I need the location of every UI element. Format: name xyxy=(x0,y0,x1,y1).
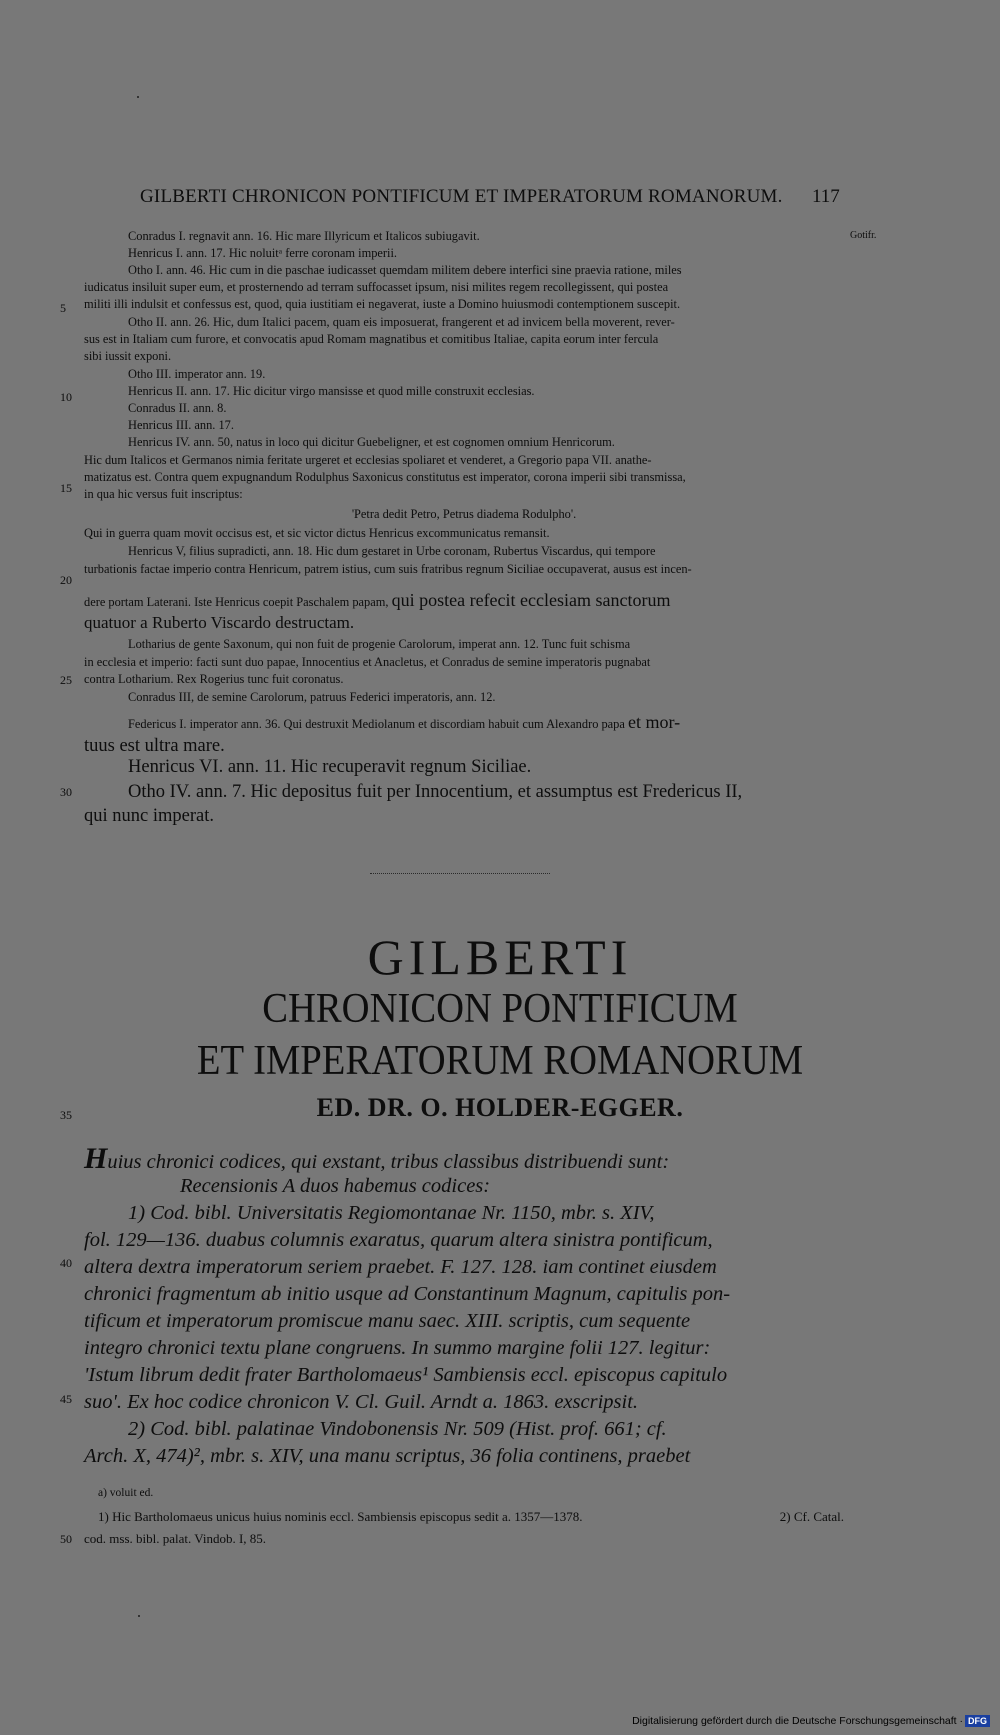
chronicle-line: iudicatus insiluit super eum, et prosternendo ad terram suffocasset ipsum, nisi milites regem recollegissent, qui postea xyxy=(84,280,669,294)
line-number: 35 xyxy=(60,1108,72,1122)
intro-line: integro chronici textu plane congruens. In summo margine folii 127. legitur: xyxy=(84,1337,711,1359)
page-number: 117 xyxy=(812,186,840,207)
title-line-2: CHRONICON PONTIFICUM xyxy=(262,986,738,1032)
intro-line: suo'. Ex hoc codice chronicon V. Cl. Guil. Arndt a. 1863. exscripsit. xyxy=(84,1391,639,1413)
drop-cap: H xyxy=(84,1142,108,1175)
chronicle-line: turbationis factae imperio contra Henricum, patrem istius, cum suis fratribus regnum Siciliae occupaverat, ausus est incen- xyxy=(84,562,692,576)
chronicle-line: Otho IV. ann. 7. Hic depositus fuit per Innocentium, et assumptus est Fredericus II, xyxy=(128,782,743,802)
chronicle-line: tuus est ultra mare. xyxy=(84,736,225,756)
line-number: 20 xyxy=(60,573,72,587)
intro-line: altera dextra imperatorum seriem praebet. F. 127. 128. iam continet eiusdem xyxy=(84,1256,717,1278)
line-number: 10 xyxy=(60,390,72,404)
footnote-2-cont: cod. mss. bibl. palat. Vindob. I, 85. xyxy=(84,1531,267,1546)
line-number: 15 xyxy=(60,481,72,495)
chronicle-line: sibi iussit exponi. xyxy=(84,349,172,363)
chronicle-line: Henricus V, filius supradicti, ann. 18. Hic dum gestaret in Urbe coronam, Rubertus Viscardus, qui tempore xyxy=(128,544,656,558)
chronicle-line: Conradus II. ann. 8. xyxy=(128,401,227,415)
chronicle-line: Otho I. ann. 46. Hic cum in die paschae iudicasset quemdam militem debere interfici sine praevia ratione, miles xyxy=(128,263,682,277)
chronicle-line: Conradus I. regnavit ann. 16. Hic mare Illyricum et Italicos subiugavit. xyxy=(128,229,480,243)
intro-line: Recensionis A duos habemus codices: xyxy=(180,1175,491,1197)
chronicle-line: Henricus III. ann. 17. xyxy=(128,418,234,432)
title-line-3: ET IMPERATORUM ROMANORUM xyxy=(196,1038,804,1084)
intro-line: Arch. X, 474)², mbr. s. XIV, una manu scriptus, 36 folia continens, praebet xyxy=(84,1445,691,1467)
chronicle-line: Henricus II. ann. 17. Hic dicitur virgo mansisse et quod mille construxit ecclesias. xyxy=(128,384,535,398)
chronicle-line: Federicus I. imperator ann. 36. Qui destruxit Mediolanum et discordiam habuit cum Alexandro papa et mor- xyxy=(128,712,681,732)
line-number: 45 xyxy=(60,1392,72,1406)
editor-line: ED. DR. O. HOLDER-EGGER. xyxy=(316,1093,684,1122)
intro-line: fol. 129—136. duabus columnis exaratus, quarum altera sinistra pontificum, xyxy=(84,1229,713,1251)
chronicle-line: Otho II. ann. 26. Hic, dum Italici pacem, quam eis imposuerat, frangerent et ad invicem bella moverent, rever- xyxy=(128,315,675,329)
intro-line: 'Istum librum dedit frater Bartholomaeus¹ Sambiensis eccl. episcopus capitulo xyxy=(84,1364,728,1386)
chronicle-line: Hic dum Italicos et Germanos nimia feritate urgeret et ecclesias spoliaret et venderet, a Gregorio papa VII. anathe- xyxy=(84,453,652,467)
intro-line: chronici fragmentum ab initio usque ad Constantinum Magnum, capitulis pon- xyxy=(84,1283,731,1305)
line-number: 5 xyxy=(60,301,66,315)
inscription-verse: 'Petra dedit Petro, Petrus diadema Rodulpho'. xyxy=(351,507,577,521)
chronicle-line: Henricus VI. ann. 11. Hic recuperavit regnum Siciliae. xyxy=(128,757,532,777)
chronicle-line: sus est in Italiam cum furore, et convocatis apud Romam magnatibus et comitibus Italiae, capita eorum inter fercula xyxy=(84,332,659,346)
marginal-note: Gotifr. xyxy=(850,230,877,241)
title-line-1: GILBERTI xyxy=(367,929,633,985)
intro-line: Huius chronici codices, qui exstant, tribus classibus distribuendi sunt: xyxy=(84,1142,670,1175)
chronicle-line: matizatus est. Contra quem expugnandum Rodulphus Saxonicus constitutus est imperator, corona imperii sibi transmissa, xyxy=(84,470,686,484)
intro-line: tificum et imperatorum promiscue manu saec. XIII. scriptis, cum sequente xyxy=(84,1310,691,1332)
speck xyxy=(137,96,139,98)
chronicle-line: in ecclesia et imperio: facti sunt duo papae, Innocentius et Anacletus, et Conradus de semine imperatoris pugnabat xyxy=(84,655,651,669)
line-number: 25 xyxy=(60,673,72,687)
intro-line: 2) Cod. bibl. palatinae Vindobonensis Nr. 509 (Hist. prof. 661; cf. xyxy=(128,1418,667,1440)
dfg-logo: DFG xyxy=(965,1715,990,1727)
line-number: 30 xyxy=(60,785,72,799)
line-number: 50 xyxy=(60,1532,72,1546)
chronicle-line: Otho III. imperator ann. 19. xyxy=(128,367,266,381)
section-separator xyxy=(370,873,550,876)
chronicle-line: contra Lotharium. Rex Rogerius tunc fuit coronatus. xyxy=(84,672,344,686)
dfg-credit: Digitalisierung gefördert durch die Deutsche Forschungsgemeinschaft · DFG xyxy=(632,1715,990,1727)
chronicle-line: dere portam Laterani. Iste Henricus coepit Paschalem papam, qui postea refecit ecclesiam sanctorum xyxy=(84,590,671,610)
chronicle-line: qui nunc imperat. xyxy=(84,806,214,826)
chronicle-line: Conradus III, de semine Carolorum, patruus Federici imperatoris, ann. 12. xyxy=(128,690,496,704)
chronicle-line: quatuor a Ruberto Viscardo destructam. xyxy=(84,613,355,632)
chronicle-line: Henricus I. ann. 17. Hic noluitᵃ ferre coronam imperii. xyxy=(128,246,398,260)
chronicle-line: in qua hic versus fuit inscriptus: xyxy=(84,487,243,501)
chronicle-line: militi illi indulsit et confessus est, quod, quia iustitiam ei negaverat, iuste a Domino huiusmodi contemptionem suscepit. xyxy=(84,297,681,311)
chronicle-line: Henricus IV. ann. 50, natus in loco qui dicitur Guebeligner, et est cognomen omnium Henricorum. xyxy=(128,435,615,449)
intro-line: 1) Cod. bibl. Universitatis Regiomontanae Nr. 1150, mbr. s. XIV, xyxy=(128,1202,655,1224)
running-head: GILBERTI CHRONICON PONTIFICUM ET IMPERATORUM ROMANORUM. xyxy=(140,186,783,207)
footnote-1: 1) Hic Bartholomaeus unicus huius nominis eccl. Sambiensis episcopus sedit a. 1357—1378. 2) Cf. Catal. xyxy=(98,1509,844,1524)
chronicle-line: Lotharius de gente Saxonum, qui non fuit de progenie Carolorum, imperat ann. 12. Tunc fuit schisma xyxy=(128,637,631,651)
line-number: 40 xyxy=(60,1256,72,1270)
apparatus-note: a) voluit ed. xyxy=(98,1487,154,1499)
speck xyxy=(138,1615,140,1617)
chronicle-line: Qui in guerra quam movit occisus est, et sic victor dictus Henricus excommunicatus remansit. xyxy=(84,526,550,540)
